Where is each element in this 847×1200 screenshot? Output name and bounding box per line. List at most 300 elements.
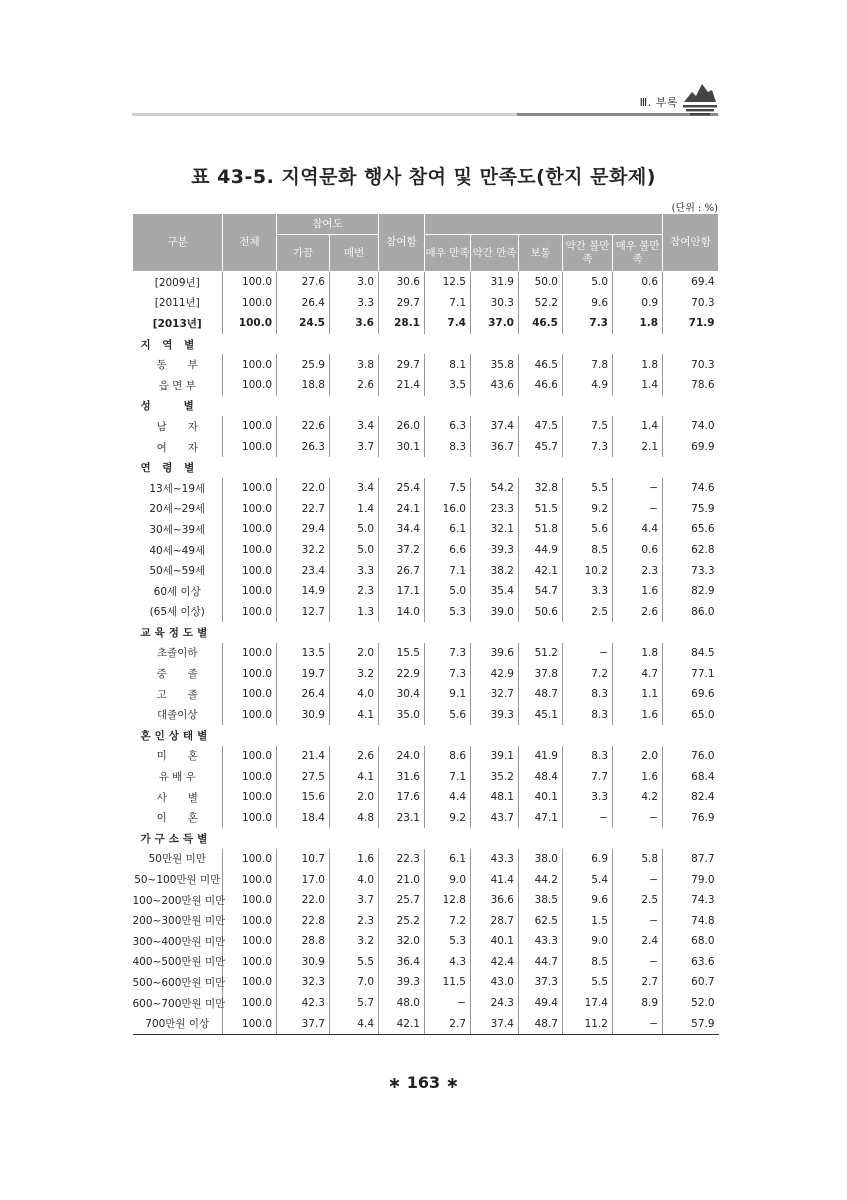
table-cell: 10.7 bbox=[277, 849, 330, 870]
row-label: 400~500만원 미만 bbox=[132, 956, 226, 969]
table-cell: 68.4 bbox=[663, 766, 719, 787]
table-cell: 7.8 bbox=[563, 354, 613, 375]
table-cell: 37.7 bbox=[277, 1013, 330, 1034]
table-cell: 82.9 bbox=[663, 581, 719, 602]
table-cell: 6.1 bbox=[425, 519, 471, 540]
table-cell: 22.6 bbox=[277, 416, 330, 437]
table-cell: 46.5 bbox=[519, 354, 563, 375]
table-cell: 22.9 bbox=[379, 663, 425, 684]
table-cell: − bbox=[613, 869, 663, 890]
table-cell: 26.4 bbox=[277, 684, 330, 705]
table-cell: 37.2 bbox=[379, 540, 425, 561]
table-cell: 37.0 bbox=[471, 313, 519, 334]
table-cell bbox=[563, 334, 613, 355]
row-label: 50세~59세 bbox=[149, 565, 206, 578]
table-cell: 78.6 bbox=[663, 375, 719, 396]
table-cell: 18.4 bbox=[277, 807, 330, 828]
table-cell: 14.0 bbox=[379, 602, 425, 623]
table-cell: 39.6 bbox=[471, 643, 519, 664]
table-cell: 8.9 bbox=[613, 993, 663, 1014]
table-cell: 8.3 bbox=[563, 684, 613, 705]
row-label: 남 자 bbox=[156, 420, 198, 433]
table-cell: 100.0 bbox=[223, 643, 277, 664]
table-cell: 3.4 bbox=[330, 416, 379, 437]
table-cell bbox=[223, 334, 277, 355]
table-cell: 44.7 bbox=[519, 952, 563, 973]
table-cell bbox=[519, 725, 563, 746]
table-cell: 46.6 bbox=[519, 375, 563, 396]
table-cell: 100.0 bbox=[223, 663, 277, 684]
table-cell bbox=[663, 622, 719, 643]
table-cell bbox=[379, 334, 425, 355]
table-cell: 3.0 bbox=[330, 272, 379, 293]
table-row bbox=[133, 354, 719, 375]
table-group-row bbox=[133, 457, 719, 478]
table-cell bbox=[379, 396, 425, 417]
table-cell: 43.7 bbox=[471, 807, 519, 828]
table-cell: 34.4 bbox=[379, 519, 425, 540]
table-cell: 3.2 bbox=[330, 663, 379, 684]
table-cell: 48.7 bbox=[519, 684, 563, 705]
table-cell: 62.5 bbox=[519, 910, 563, 931]
table-cell bbox=[519, 396, 563, 417]
table-cell: 1.8 bbox=[613, 643, 663, 664]
table-cell: 4.0 bbox=[330, 869, 379, 890]
table-cell: 51.5 bbox=[519, 499, 563, 520]
group-label: 연 령 별 bbox=[140, 462, 199, 475]
table-cell bbox=[663, 828, 719, 849]
table-cell: 24.5 bbox=[277, 313, 330, 334]
table-cell bbox=[519, 622, 563, 643]
table-cell: 25.2 bbox=[379, 910, 425, 931]
table-cell: 26.0 bbox=[379, 416, 425, 437]
table-row bbox=[133, 849, 719, 870]
table-cell: 1.6 bbox=[330, 849, 379, 870]
table-cell: 23.1 bbox=[379, 807, 425, 828]
table-cell: 100.0 bbox=[223, 416, 277, 437]
table-cell: 3.5 bbox=[425, 375, 471, 396]
table-cell: 100.0 bbox=[223, 540, 277, 561]
table-cell: 60.7 bbox=[663, 972, 719, 993]
table-cell: 100.0 bbox=[223, 313, 277, 334]
table-cell: 2.6 bbox=[613, 602, 663, 623]
table-cell: 1.4 bbox=[330, 499, 379, 520]
table-cell: 24.3 bbox=[471, 993, 519, 1014]
table-cell: 100.0 bbox=[223, 272, 277, 293]
table-cell: 7.3 bbox=[425, 643, 471, 664]
table-cell: 69.6 bbox=[663, 684, 719, 705]
table-cell: 1.3 bbox=[330, 602, 379, 623]
table-row bbox=[133, 375, 719, 396]
table-cell bbox=[277, 457, 330, 478]
table-cell bbox=[223, 396, 277, 417]
table-cell: 100.0 bbox=[223, 1013, 277, 1034]
table-cell: 36.6 bbox=[471, 890, 519, 911]
table-cell: 50.6 bbox=[519, 602, 563, 623]
table-group-row bbox=[133, 725, 719, 746]
table-cell: 35.8 bbox=[471, 354, 519, 375]
table-cell: 75.9 bbox=[663, 499, 719, 520]
table-cell bbox=[613, 725, 663, 746]
table-cell: 69.9 bbox=[663, 437, 719, 458]
table-cell: − bbox=[563, 807, 613, 828]
table-cell: 100.0 bbox=[223, 807, 277, 828]
table-cell: 43.6 bbox=[471, 375, 519, 396]
table-cell: 22.7 bbox=[277, 499, 330, 520]
table-row bbox=[133, 499, 719, 520]
table-group-row bbox=[133, 828, 719, 849]
table-cell bbox=[425, 457, 471, 478]
table-cell bbox=[663, 457, 719, 478]
table-cell: 4.7 bbox=[613, 663, 663, 684]
table-cell: 3.2 bbox=[330, 931, 379, 952]
table-cell: 7.5 bbox=[563, 416, 613, 437]
table-cell: 38.2 bbox=[471, 560, 519, 581]
table-cell: 21.4 bbox=[277, 746, 330, 767]
col-sometimes: 가끔 bbox=[277, 235, 330, 272]
table-header bbox=[133, 214, 719, 272]
mountain-logo-icon bbox=[682, 78, 718, 122]
table-cell: 36.4 bbox=[379, 952, 425, 973]
table-cell: 9.1 bbox=[425, 684, 471, 705]
col-somewhat-satisfied: 약간 만족 bbox=[471, 235, 519, 272]
table-cell: 4.4 bbox=[425, 787, 471, 808]
table-cell: 28.1 bbox=[379, 313, 425, 334]
table-cell: 48.7 bbox=[519, 1013, 563, 1034]
table-cell bbox=[425, 828, 471, 849]
table-cell: 87.7 bbox=[663, 849, 719, 870]
table-cell: 32.2 bbox=[277, 540, 330, 561]
table-cell: 37.8 bbox=[519, 663, 563, 684]
col-very-dissatisfied: 매우 불만족 bbox=[613, 235, 663, 272]
table-cell: 0.6 bbox=[613, 540, 663, 561]
table-cell: 31.6 bbox=[379, 766, 425, 787]
table-cell: 54.2 bbox=[471, 478, 519, 499]
table-cell bbox=[425, 622, 471, 643]
table-cell: 26.3 bbox=[277, 437, 330, 458]
table-row bbox=[133, 766, 719, 787]
table-cell: 27.6 bbox=[277, 272, 330, 293]
table-cell: 1.6 bbox=[613, 581, 663, 602]
table-cell: 39.3 bbox=[471, 540, 519, 561]
table-cell: 9.2 bbox=[425, 807, 471, 828]
row-label: 읍 면 부 bbox=[158, 379, 196, 392]
table-cell: 25.7 bbox=[379, 890, 425, 911]
table-cell bbox=[563, 457, 613, 478]
table-cell: 8.3 bbox=[425, 437, 471, 458]
table-cell: 50.0 bbox=[519, 272, 563, 293]
table-cell: 8.5 bbox=[563, 952, 613, 973]
row-label: 50~100만원 미만 bbox=[134, 874, 221, 887]
table-cell: 30.9 bbox=[277, 952, 330, 973]
table-cell: 12.8 bbox=[425, 890, 471, 911]
table-cell: 52.2 bbox=[519, 293, 563, 314]
table-cell bbox=[563, 725, 613, 746]
table-cell: 9.0 bbox=[563, 931, 613, 952]
table-cell: 45.1 bbox=[519, 704, 563, 725]
table-cell: 21.0 bbox=[379, 869, 425, 890]
table-cell: 82.4 bbox=[663, 787, 719, 808]
table-cell: 100.0 bbox=[223, 869, 277, 890]
col-participated: 참여함 bbox=[379, 214, 425, 272]
table-cell: 35.0 bbox=[379, 704, 425, 725]
table-cell: 3.3 bbox=[330, 560, 379, 581]
row-label: [2009년] bbox=[154, 276, 200, 289]
table-cell: 1.6 bbox=[613, 704, 663, 725]
table-cell: 41.9 bbox=[519, 746, 563, 767]
section-label: Ⅲ. 부록 bbox=[639, 96, 678, 109]
table-cell: 15.6 bbox=[277, 787, 330, 808]
table-cell: 2.1 bbox=[613, 437, 663, 458]
table-cell: − bbox=[613, 807, 663, 828]
row-label: 500~600만원 미만 bbox=[132, 976, 226, 989]
table-cell: 15.5 bbox=[379, 643, 425, 664]
table-cell: 5.6 bbox=[425, 704, 471, 725]
table-cell: 12.7 bbox=[277, 602, 330, 623]
table-row bbox=[133, 890, 719, 911]
row-label: 동 부 bbox=[156, 359, 198, 372]
table-cell: 47.5 bbox=[519, 416, 563, 437]
table-cell: 32.1 bbox=[471, 519, 519, 540]
table-cell bbox=[277, 334, 330, 355]
table-cell: 28.8 bbox=[277, 931, 330, 952]
table-cell: 30.4 bbox=[379, 684, 425, 705]
table-cell: 37.3 bbox=[519, 972, 563, 993]
table-cell: 43.3 bbox=[471, 849, 519, 870]
table-cell: 25.4 bbox=[379, 478, 425, 499]
table-cell: 100.0 bbox=[223, 766, 277, 787]
table-cell bbox=[379, 725, 425, 746]
col-category: 구분 bbox=[133, 214, 223, 272]
table-cell: 77.1 bbox=[663, 663, 719, 684]
table-cell: 17.0 bbox=[277, 869, 330, 890]
table-cell: 1.5 bbox=[563, 910, 613, 931]
table-cell: 42.9 bbox=[471, 663, 519, 684]
table-cell: 7.2 bbox=[425, 910, 471, 931]
table-cell: 5.5 bbox=[563, 972, 613, 993]
table-cell: 100.0 bbox=[223, 952, 277, 973]
table-cell: 14.9 bbox=[277, 581, 330, 602]
table-row bbox=[133, 643, 719, 664]
table-cell: 100.0 bbox=[223, 787, 277, 808]
table-group-row bbox=[133, 334, 719, 355]
table-cell: 65.6 bbox=[663, 519, 719, 540]
table-cell: 18.8 bbox=[277, 375, 330, 396]
table-cell: 100.0 bbox=[223, 499, 277, 520]
row-label: 사 별 bbox=[156, 791, 198, 804]
table-cell: 4.4 bbox=[330, 1013, 379, 1034]
table-cell: 2.4 bbox=[613, 931, 663, 952]
table-cell: 0.9 bbox=[613, 293, 663, 314]
table-cell bbox=[613, 457, 663, 478]
table-cell: 5.0 bbox=[330, 540, 379, 561]
table-cell bbox=[330, 622, 379, 643]
table-cell bbox=[223, 828, 277, 849]
group-label: 가구소득별 bbox=[140, 832, 212, 845]
row-label: 700만원 이상 bbox=[133, 1013, 223, 1034]
table-row bbox=[133, 952, 719, 973]
table-cell: 4.0 bbox=[330, 684, 379, 705]
table-row bbox=[133, 560, 719, 581]
table-cell: 48.1 bbox=[471, 787, 519, 808]
row-label: 40세~49세 bbox=[149, 544, 206, 557]
table-cell: 52.0 bbox=[663, 993, 719, 1014]
table-cell bbox=[519, 334, 563, 355]
table-cell: 100.0 bbox=[223, 560, 277, 581]
table-row bbox=[133, 993, 719, 1014]
table-cell: 4.1 bbox=[330, 704, 379, 725]
table-cell: 54.7 bbox=[519, 581, 563, 602]
table-cell: 6.6 bbox=[425, 540, 471, 561]
row-label: 600~700만원 미만 bbox=[132, 997, 226, 1010]
table-cell: 1.8 bbox=[613, 354, 663, 375]
table-cell: 42.4 bbox=[471, 952, 519, 973]
table-cell: 2.0 bbox=[613, 746, 663, 767]
row-label: 여 자 bbox=[156, 441, 198, 454]
col-every-time: 매번 bbox=[330, 235, 379, 272]
table-cell: 100.0 bbox=[223, 354, 277, 375]
table-cell: 100.0 bbox=[223, 890, 277, 911]
table-cell: 7.7 bbox=[563, 766, 613, 787]
table-row bbox=[133, 1013, 719, 1034]
table-cell: 100.0 bbox=[223, 375, 277, 396]
table-cell bbox=[471, 725, 519, 746]
table-cell: 7.0 bbox=[330, 972, 379, 993]
table-cell: 19.7 bbox=[277, 663, 330, 684]
table-cell bbox=[519, 457, 563, 478]
table-cell: 74.8 bbox=[663, 910, 719, 931]
table-cell: 32.7 bbox=[471, 684, 519, 705]
table-cell: 100.0 bbox=[223, 437, 277, 458]
table-cell: 74.0 bbox=[663, 416, 719, 437]
table-cell: 5.8 bbox=[613, 849, 663, 870]
table-cell: 5.0 bbox=[330, 519, 379, 540]
row-label: 고 졸 bbox=[156, 688, 198, 701]
table-cell: 40.1 bbox=[471, 931, 519, 952]
table-cell: 43.0 bbox=[471, 972, 519, 993]
table-cell bbox=[330, 334, 379, 355]
row-label: 이 혼 bbox=[156, 812, 198, 825]
row-label: 300~400만원 미만 bbox=[132, 935, 226, 948]
table-cell: 62.8 bbox=[663, 540, 719, 561]
group-label: 교육정도별 bbox=[140, 626, 212, 639]
table-cell: 16.0 bbox=[425, 499, 471, 520]
table-cell: 7.1 bbox=[425, 293, 471, 314]
table-cell: 100.0 bbox=[223, 849, 277, 870]
page-header bbox=[132, 78, 718, 122]
table-cell: 10.2 bbox=[563, 560, 613, 581]
table-cell bbox=[330, 828, 379, 849]
table-cell: 49.4 bbox=[519, 993, 563, 1014]
table-cell: 4.2 bbox=[613, 787, 663, 808]
row-label: (65세 이상) bbox=[149, 606, 205, 619]
table-cell: 6.9 bbox=[563, 849, 613, 870]
table-cell: 9.2 bbox=[563, 499, 613, 520]
table-cell: 8.6 bbox=[425, 746, 471, 767]
table-cell: 100.0 bbox=[223, 746, 277, 767]
table-cell bbox=[277, 396, 330, 417]
table-cell: 3.8 bbox=[330, 354, 379, 375]
table-cell: 69.4 bbox=[663, 272, 719, 293]
table-cell: 5.5 bbox=[330, 952, 379, 973]
table-row bbox=[133, 684, 719, 705]
table-cell: 4.8 bbox=[330, 807, 379, 828]
table-cell: 3.3 bbox=[563, 581, 613, 602]
col-not-participated: 참여안함 bbox=[663, 214, 719, 272]
table-cell: 70.3 bbox=[663, 354, 719, 375]
col-very-satisfied: 매우 만족 bbox=[425, 235, 471, 272]
table-cell: 44.2 bbox=[519, 869, 563, 890]
statistics-table bbox=[132, 213, 719, 1035]
table-cell: 51.8 bbox=[519, 519, 563, 540]
table-cell: 17.1 bbox=[379, 581, 425, 602]
table-cell: 3.7 bbox=[330, 437, 379, 458]
table-row bbox=[133, 272, 719, 293]
table-cell: 2.5 bbox=[613, 890, 663, 911]
table-cell: 45.7 bbox=[519, 437, 563, 458]
table-cell: 100.0 bbox=[223, 581, 277, 602]
table-cell: 39.0 bbox=[471, 602, 519, 623]
table-cell: 37.4 bbox=[471, 416, 519, 437]
table-cell: 63.6 bbox=[663, 952, 719, 973]
table-cell: 12.5 bbox=[425, 272, 471, 293]
table-cell: 3.7 bbox=[330, 890, 379, 911]
table-cell: 73.3 bbox=[663, 560, 719, 581]
table-cell: 84.5 bbox=[663, 643, 719, 664]
table-cell: 47.1 bbox=[519, 807, 563, 828]
table-cell bbox=[471, 828, 519, 849]
table-cell: 39.1 bbox=[471, 746, 519, 767]
group-label: 혼인상태별 bbox=[140, 729, 212, 742]
col-somewhat-dissatisfied: 약간 불만족 bbox=[563, 235, 613, 272]
table-cell bbox=[471, 396, 519, 417]
table-cell: 2.7 bbox=[425, 1013, 471, 1034]
col-satisfaction-group bbox=[425, 214, 663, 235]
table-cell: 30.1 bbox=[379, 437, 425, 458]
table-cell: 9.6 bbox=[563, 890, 613, 911]
row-label: [2013년] bbox=[152, 317, 202, 330]
table-cell: 36.7 bbox=[471, 437, 519, 458]
table-title: 표 43-5. 지역문화 행사 참여 및 만족도(한지 문화제) bbox=[191, 166, 656, 188]
table-row bbox=[133, 663, 719, 684]
unit-label: (단위 : %) bbox=[671, 203, 718, 214]
table-row bbox=[133, 602, 719, 623]
table-cell: 2.3 bbox=[613, 560, 663, 581]
table-row bbox=[133, 931, 719, 952]
table-cell: 100.0 bbox=[223, 478, 277, 499]
table-cell: 17.6 bbox=[379, 787, 425, 808]
row-label: 초졸이하 bbox=[156, 647, 198, 660]
table-cell: 1.4 bbox=[613, 416, 663, 437]
table-cell bbox=[613, 396, 663, 417]
table-cell: 8.3 bbox=[563, 746, 613, 767]
table-group-row bbox=[133, 396, 719, 417]
table-cell: 5.3 bbox=[425, 931, 471, 952]
table-cell: 0.6 bbox=[613, 272, 663, 293]
table-group-row bbox=[133, 622, 719, 643]
table-cell: − bbox=[425, 993, 471, 1014]
table-cell bbox=[519, 828, 563, 849]
table-row bbox=[133, 910, 719, 931]
table-cell: 74.3 bbox=[663, 890, 719, 911]
table-cell: 11.5 bbox=[425, 972, 471, 993]
table-cell: 21.4 bbox=[379, 375, 425, 396]
table-cell: 2.5 bbox=[563, 602, 613, 623]
table-cell: − bbox=[613, 1013, 663, 1034]
table-cell: 9.0 bbox=[425, 869, 471, 890]
table-cell: 26.4 bbox=[277, 293, 330, 314]
table-cell: 100.0 bbox=[223, 519, 277, 540]
